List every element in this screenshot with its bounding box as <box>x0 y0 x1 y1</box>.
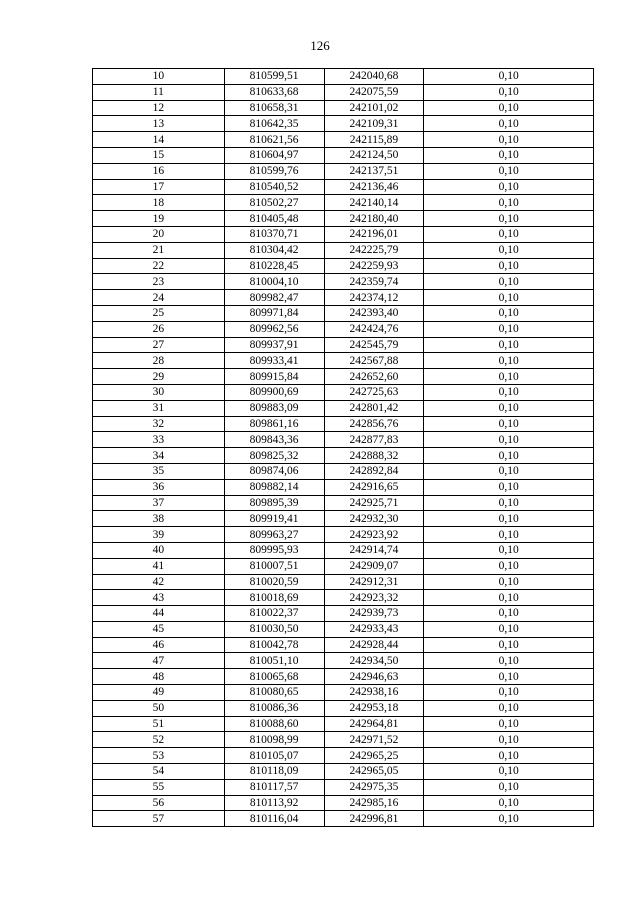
point-number-cell: 10 <box>93 69 225 85</box>
table-row <box>93 479 594 495</box>
accuracy-cell: 0,10 <box>424 590 594 606</box>
accuracy-cell: 0,10 <box>424 163 594 179</box>
y-coordinate-cell: 242101,02 <box>324 100 424 116</box>
point-number-cell: 14 <box>93 132 225 148</box>
table-row <box>93 384 594 400</box>
x-coordinate-cell: 810116,04 <box>224 811 324 827</box>
table-row <box>93 242 594 258</box>
x-coordinate-cell: 810030,50 <box>224 621 324 637</box>
table-row <box>93 637 594 653</box>
table-row <box>93 700 594 716</box>
point-number-cell: 16 <box>93 163 225 179</box>
x-coordinate-cell: 810051,10 <box>224 653 324 669</box>
x-coordinate-cell: 809874,06 <box>224 463 324 479</box>
accuracy-cell: 0,10 <box>424 764 594 780</box>
point-number-cell: 49 <box>93 685 225 701</box>
accuracy-cell: 0,10 <box>424 574 594 590</box>
table-row <box>93 321 594 337</box>
accuracy-cell: 0,10 <box>424 448 594 464</box>
accuracy-cell: 0,10 <box>424 100 594 116</box>
accuracy-cell: 0,10 <box>424 132 594 148</box>
table-row <box>93 400 594 416</box>
x-coordinate-cell: 810105,07 <box>224 748 324 764</box>
table-row <box>93 195 594 211</box>
table-row <box>93 211 594 227</box>
table-row <box>93 732 594 748</box>
y-coordinate-cell: 242801,42 <box>324 400 424 416</box>
accuracy-cell: 0,10 <box>424 179 594 195</box>
x-coordinate-cell: 810117,57 <box>224 779 324 795</box>
point-number-cell: 54 <box>93 764 225 780</box>
x-coordinate-cell: 810098,99 <box>224 732 324 748</box>
y-coordinate-cell: 242925,71 <box>324 495 424 511</box>
table-row <box>93 811 594 827</box>
x-coordinate-cell: 809900,69 <box>224 384 324 400</box>
x-coordinate-cell: 809843,36 <box>224 432 324 448</box>
table-row <box>93 574 594 590</box>
accuracy-cell: 0,10 <box>424 748 594 764</box>
x-coordinate-cell: 809825,32 <box>224 448 324 464</box>
x-coordinate-cell: 810086,36 <box>224 700 324 716</box>
accuracy-cell: 0,10 <box>424 716 594 732</box>
x-coordinate-cell: 810621,56 <box>224 132 324 148</box>
y-coordinate-cell: 242374,12 <box>324 290 424 306</box>
accuracy-cell: 0,10 <box>424 147 594 163</box>
point-number-cell: 12 <box>93 100 225 116</box>
point-number-cell: 45 <box>93 621 225 637</box>
accuracy-cell: 0,10 <box>424 669 594 685</box>
point-number-cell: 31 <box>93 400 225 416</box>
accuracy-cell: 0,10 <box>424 116 594 132</box>
accuracy-cell: 0,10 <box>424 290 594 306</box>
accuracy-cell: 0,10 <box>424 400 594 416</box>
x-coordinate-cell: 810599,76 <box>224 163 324 179</box>
y-coordinate-cell: 242652,60 <box>324 369 424 385</box>
y-coordinate-cell: 242359,74 <box>324 274 424 290</box>
accuracy-cell: 0,10 <box>424 463 594 479</box>
y-coordinate-cell: 242932,30 <box>324 511 424 527</box>
accuracy-cell: 0,10 <box>424 527 594 543</box>
page-number: 126 <box>310 38 330 53</box>
y-coordinate-cell: 242916,65 <box>324 479 424 495</box>
point-number-cell: 27 <box>93 337 225 353</box>
y-coordinate-cell: 242545,79 <box>324 337 424 353</box>
accuracy-cell: 0,10 <box>424 795 594 811</box>
x-coordinate-cell: 810088,60 <box>224 716 324 732</box>
point-number-cell: 35 <box>93 463 225 479</box>
accuracy-cell: 0,10 <box>424 653 594 669</box>
x-coordinate-cell: 809919,41 <box>224 511 324 527</box>
accuracy-cell: 0,10 <box>424 274 594 290</box>
y-coordinate-cell: 242892,84 <box>324 463 424 479</box>
table-row <box>93 511 594 527</box>
y-coordinate-cell: 242928,44 <box>324 637 424 653</box>
accuracy-cell: 0,10 <box>424 432 594 448</box>
point-number-cell: 48 <box>93 669 225 685</box>
point-number-cell: 23 <box>93 274 225 290</box>
y-coordinate-cell: 242996,81 <box>324 811 424 827</box>
y-coordinate-cell: 242725,63 <box>324 384 424 400</box>
point-number-cell: 55 <box>93 779 225 795</box>
accuracy-cell: 0,10 <box>424 479 594 495</box>
point-number-cell: 38 <box>93 511 225 527</box>
table-row <box>93 84 594 100</box>
accuracy-cell: 0,10 <box>424 84 594 100</box>
point-number-cell: 41 <box>93 558 225 574</box>
x-coordinate-cell: 810007,51 <box>224 558 324 574</box>
x-coordinate-cell: 809915,84 <box>224 369 324 385</box>
accuracy-cell: 0,10 <box>424 495 594 511</box>
table-row <box>93 558 594 574</box>
x-coordinate-cell: 810018,69 <box>224 590 324 606</box>
accuracy-cell: 0,10 <box>424 685 594 701</box>
x-coordinate-cell: 810065,68 <box>224 669 324 685</box>
table-row <box>93 621 594 637</box>
point-number-cell: 56 <box>93 795 225 811</box>
y-coordinate-cell: 242259,93 <box>324 258 424 274</box>
table-body <box>93 69 594 827</box>
point-number-cell: 46 <box>93 637 225 653</box>
y-coordinate-cell: 242124,50 <box>324 147 424 163</box>
table-row <box>93 305 594 321</box>
table-row <box>93 337 594 353</box>
point-number-cell: 40 <box>93 542 225 558</box>
accuracy-cell: 0,10 <box>424 637 594 653</box>
y-coordinate-cell: 242877,83 <box>324 432 424 448</box>
x-coordinate-cell: 810540,52 <box>224 179 324 195</box>
accuracy-cell: 0,10 <box>424 511 594 527</box>
table-row <box>93 147 594 163</box>
table-row <box>93 542 594 558</box>
table-row <box>93 590 594 606</box>
y-coordinate-cell: 242953,18 <box>324 700 424 716</box>
y-coordinate-cell: 242938,16 <box>324 685 424 701</box>
table-row <box>93 448 594 464</box>
table-row <box>93 274 594 290</box>
y-coordinate-cell: 242975,35 <box>324 779 424 795</box>
point-number-cell: 29 <box>93 369 225 385</box>
accuracy-cell: 0,10 <box>424 195 594 211</box>
table-row <box>93 779 594 795</box>
x-coordinate-cell: 809882,14 <box>224 479 324 495</box>
table-row <box>93 116 594 132</box>
table-row <box>93 463 594 479</box>
accuracy-cell: 0,10 <box>424 606 594 622</box>
table-row <box>93 258 594 274</box>
accuracy-cell: 0,10 <box>424 337 594 353</box>
point-number-cell: 13 <box>93 116 225 132</box>
y-coordinate-cell: 242567,88 <box>324 353 424 369</box>
y-coordinate-cell: 242075,59 <box>324 84 424 100</box>
x-coordinate-cell: 810042,78 <box>224 637 324 653</box>
table-row <box>93 416 594 432</box>
point-number-cell: 32 <box>93 416 225 432</box>
y-coordinate-cell: 242393,40 <box>324 305 424 321</box>
table-row <box>93 69 594 85</box>
table-row <box>93 495 594 511</box>
accuracy-cell: 0,10 <box>424 353 594 369</box>
x-coordinate-cell: 810599,51 <box>224 69 324 85</box>
table-row <box>93 432 594 448</box>
accuracy-cell: 0,10 <box>424 369 594 385</box>
point-number-cell: 53 <box>93 748 225 764</box>
point-number-cell: 34 <box>93 448 225 464</box>
point-number-cell: 44 <box>93 606 225 622</box>
x-coordinate-cell: 810642,35 <box>224 116 324 132</box>
accuracy-cell: 0,10 <box>424 211 594 227</box>
accuracy-cell: 0,10 <box>424 69 594 85</box>
coordinates-table <box>92 68 594 827</box>
x-coordinate-cell: 810658,31 <box>224 100 324 116</box>
x-coordinate-cell: 809883,09 <box>224 400 324 416</box>
accuracy-cell: 0,10 <box>424 242 594 258</box>
point-number-cell: 47 <box>93 653 225 669</box>
x-coordinate-cell: 809933,41 <box>224 353 324 369</box>
point-number-cell: 30 <box>93 384 225 400</box>
table-row <box>93 653 594 669</box>
table-row <box>93 795 594 811</box>
x-coordinate-cell: 810304,42 <box>224 242 324 258</box>
table-row <box>93 179 594 195</box>
x-coordinate-cell: 810022,37 <box>224 606 324 622</box>
point-number-cell: 57 <box>93 811 225 827</box>
point-number-cell: 20 <box>93 226 225 242</box>
y-coordinate-cell: 242964,81 <box>324 716 424 732</box>
accuracy-cell: 0,10 <box>424 305 594 321</box>
x-coordinate-cell: 809937,91 <box>224 337 324 353</box>
x-coordinate-cell: 810118,09 <box>224 764 324 780</box>
x-coordinate-cell: 810004,10 <box>224 274 324 290</box>
y-coordinate-cell: 242912,31 <box>324 574 424 590</box>
y-coordinate-cell: 242115,89 <box>324 132 424 148</box>
accuracy-cell: 0,10 <box>424 779 594 795</box>
y-coordinate-cell: 242109,31 <box>324 116 424 132</box>
y-coordinate-cell: 242923,92 <box>324 527 424 543</box>
table-row <box>93 764 594 780</box>
x-coordinate-cell: 809962,56 <box>224 321 324 337</box>
accuracy-cell: 0,10 <box>424 226 594 242</box>
x-coordinate-cell: 809982,47 <box>224 290 324 306</box>
point-number-cell: 11 <box>93 84 225 100</box>
x-coordinate-cell: 810633,68 <box>224 84 324 100</box>
accuracy-cell: 0,10 <box>424 558 594 574</box>
y-coordinate-cell: 242424,76 <box>324 321 424 337</box>
x-coordinate-cell: 809895,39 <box>224 495 324 511</box>
accuracy-cell: 0,10 <box>424 700 594 716</box>
point-number-cell: 52 <box>93 732 225 748</box>
x-coordinate-cell: 809963,27 <box>224 527 324 543</box>
accuracy-cell: 0,10 <box>424 811 594 827</box>
point-number-cell: 17 <box>93 179 225 195</box>
x-coordinate-cell: 809861,16 <box>224 416 324 432</box>
point-number-cell: 19 <box>93 211 225 227</box>
y-coordinate-cell: 242933,43 <box>324 621 424 637</box>
y-coordinate-cell: 242971,52 <box>324 732 424 748</box>
x-coordinate-cell: 810604,97 <box>224 147 324 163</box>
accuracy-cell: 0,10 <box>424 416 594 432</box>
y-coordinate-cell: 242888,32 <box>324 448 424 464</box>
table-row <box>93 748 594 764</box>
point-number-cell: 24 <box>93 290 225 306</box>
point-number-cell: 43 <box>93 590 225 606</box>
y-coordinate-cell: 242040,68 <box>324 69 424 85</box>
y-coordinate-cell: 242180,40 <box>324 211 424 227</box>
y-coordinate-cell: 242909,07 <box>324 558 424 574</box>
x-coordinate-cell: 809971,84 <box>224 305 324 321</box>
table-row <box>93 132 594 148</box>
y-coordinate-cell: 242934,50 <box>324 653 424 669</box>
table-row <box>93 716 594 732</box>
table-row <box>93 369 594 385</box>
y-coordinate-cell: 242965,25 <box>324 748 424 764</box>
point-number-cell: 18 <box>93 195 225 211</box>
point-number-cell: 37 <box>93 495 225 511</box>
point-number-cell: 39 <box>93 527 225 543</box>
point-number-cell: 25 <box>93 305 225 321</box>
table-row <box>93 606 594 622</box>
accuracy-cell: 0,10 <box>424 258 594 274</box>
accuracy-cell: 0,10 <box>424 621 594 637</box>
point-number-cell: 21 <box>93 242 225 258</box>
y-coordinate-cell: 242225,79 <box>324 242 424 258</box>
y-coordinate-cell: 242914,74 <box>324 542 424 558</box>
table-row <box>93 290 594 306</box>
point-number-cell: 36 <box>93 479 225 495</box>
y-coordinate-cell: 242196,01 <box>324 226 424 242</box>
y-coordinate-cell: 242985,16 <box>324 795 424 811</box>
point-number-cell: 51 <box>93 716 225 732</box>
x-coordinate-cell: 810020,59 <box>224 574 324 590</box>
x-coordinate-cell: 810405,48 <box>224 211 324 227</box>
point-number-cell: 22 <box>93 258 225 274</box>
table-row <box>93 527 594 543</box>
accuracy-cell: 0,10 <box>424 321 594 337</box>
table-row <box>93 685 594 701</box>
table-row <box>93 163 594 179</box>
y-coordinate-cell: 242136,46 <box>324 179 424 195</box>
accuracy-cell: 0,10 <box>424 732 594 748</box>
point-number-cell: 50 <box>93 700 225 716</box>
x-coordinate-cell: 810113,92 <box>224 795 324 811</box>
y-coordinate-cell: 242140,14 <box>324 195 424 211</box>
point-number-cell: 42 <box>93 574 225 590</box>
x-coordinate-cell: 810502,27 <box>224 195 324 211</box>
table-row <box>93 353 594 369</box>
accuracy-cell: 0,10 <box>424 542 594 558</box>
x-coordinate-cell: 810370,71 <box>224 226 324 242</box>
y-coordinate-cell: 242137,51 <box>324 163 424 179</box>
table-row <box>93 100 594 116</box>
point-number-cell: 15 <box>93 147 225 163</box>
point-number-cell: 33 <box>93 432 225 448</box>
y-coordinate-cell: 242965,05 <box>324 764 424 780</box>
point-number-cell: 26 <box>93 321 225 337</box>
y-coordinate-cell: 242923,32 <box>324 590 424 606</box>
y-coordinate-cell: 242939,73 <box>324 606 424 622</box>
x-coordinate-cell: 810228,45 <box>224 258 324 274</box>
table-row <box>93 226 594 242</box>
x-coordinate-cell: 810080,65 <box>224 685 324 701</box>
table-row <box>93 669 594 685</box>
accuracy-cell: 0,10 <box>424 384 594 400</box>
y-coordinate-cell: 242856,76 <box>324 416 424 432</box>
point-number-cell: 28 <box>93 353 225 369</box>
y-coordinate-cell: 242946,63 <box>324 669 424 685</box>
x-coordinate-cell: 809995,93 <box>224 542 324 558</box>
